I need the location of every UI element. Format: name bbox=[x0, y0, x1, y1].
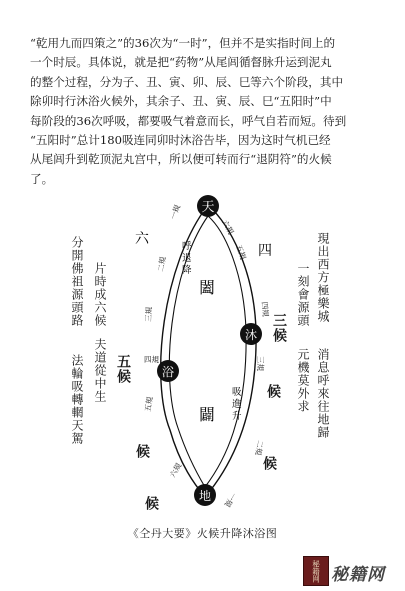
node-di bbox=[194, 484, 216, 506]
left-verse-3: 法輪吸轉輞天駕 bbox=[70, 354, 84, 445]
hou-label-wu: 五候 bbox=[115, 354, 131, 384]
right-verse-2: 一刻會源頭 bbox=[296, 262, 310, 327]
inner-right-label bbox=[232, 387, 242, 422]
gui-label: 三規 bbox=[144, 306, 154, 323]
inner-label-char: 退 bbox=[182, 253, 192, 264]
gui-label: 二規 bbox=[156, 256, 168, 273]
hou-label-san: 三候 bbox=[271, 313, 287, 343]
hou-label: 候 bbox=[265, 384, 281, 399]
paragraph-line: 了。 bbox=[30, 171, 54, 186]
inner-label-char: 吸 bbox=[232, 387, 242, 398]
left-verse-2: 片時成六候 bbox=[93, 262, 107, 327]
watermark-brand: 秘籍网 bbox=[331, 565, 385, 585]
inner-label-char: 進 bbox=[232, 399, 242, 410]
node-yu bbox=[157, 360, 179, 382]
gui-label: 二規 bbox=[253, 439, 265, 456]
paragraph-line: 一个时辰。具体说，就是把“药物”从尾闾循督脉升运到泥丸 bbox=[30, 55, 332, 70]
gui-label: 五規 bbox=[143, 396, 155, 413]
node-mu bbox=[240, 323, 262, 345]
paragraph-line: “乾用九而四策之”的36次为“一时”，但并不是实指时间上的 bbox=[30, 36, 336, 50]
paragraph-line: 每阶段的36次呼吸，都要吸气着意而长，呼气自若而短。待到 bbox=[30, 113, 347, 128]
gui-label: 四規 bbox=[260, 301, 271, 318]
watermark-stamp: 秘籍网 bbox=[303, 556, 329, 586]
hou-label: 候 bbox=[134, 444, 150, 459]
right-verse-3: 消息呼來往地歸 bbox=[316, 348, 330, 439]
inner-label-char: 升 bbox=[232, 411, 242, 422]
paragraph-line: 从尾闾升到乾顶泥丸宫中，所以便可转而行“退阴符”的火候 bbox=[30, 152, 332, 167]
center-char-2: 闢 bbox=[198, 405, 216, 424]
gui-label: 六規 bbox=[220, 218, 236, 236]
right-verse-1: 現出西方極樂城 bbox=[316, 232, 330, 323]
node-label: 浴 bbox=[161, 365, 175, 379]
inner-label-char: 降 bbox=[182, 265, 192, 276]
inner-left-label bbox=[182, 240, 192, 276]
paragraph-line: 的整个过程，分为子、丑、寅、卯、辰、巳等六个阶段，其中 bbox=[30, 74, 344, 89]
node-label: 地 bbox=[198, 489, 212, 503]
center-char-1: 闔 bbox=[198, 278, 216, 297]
gui-label: 一規 bbox=[222, 491, 239, 509]
inner-label-char: 呼 bbox=[182, 241, 192, 252]
paragraph-line: 除卯时行沐浴火候外，其余子、丑、寅、辰、巳“五阳时”中 bbox=[30, 94, 332, 109]
gui-label: 三規 bbox=[256, 356, 265, 371]
gui-label: 四規 bbox=[144, 355, 159, 364]
gui-label: 一規 bbox=[168, 203, 183, 221]
right-verse-4: 元機莫外求 bbox=[296, 348, 310, 413]
left-verse-4: 夫道從中生 bbox=[93, 338, 107, 403]
paragraph-line: “五阳时”总计180吸连同卯时沐浴告毕，因为这时气机已经 bbox=[30, 133, 331, 148]
gui-label: 六規 bbox=[167, 461, 184, 479]
side-number-six: 六 bbox=[135, 231, 149, 247]
node-tian bbox=[197, 195, 219, 217]
hou-label: 候 bbox=[261, 456, 277, 471]
figure-caption: 《仝丹大要》火候升降沐浴图 bbox=[127, 527, 278, 540]
gui-label: 五規 bbox=[234, 243, 248, 261]
hou-label: 候 bbox=[143, 496, 159, 511]
node-label: 沐 bbox=[244, 328, 258, 342]
left-verse-1: 分開佛祖源頭路 bbox=[70, 236, 84, 327]
node-label: 天 bbox=[201, 200, 215, 215]
side-number-four: 四 bbox=[258, 243, 272, 259]
